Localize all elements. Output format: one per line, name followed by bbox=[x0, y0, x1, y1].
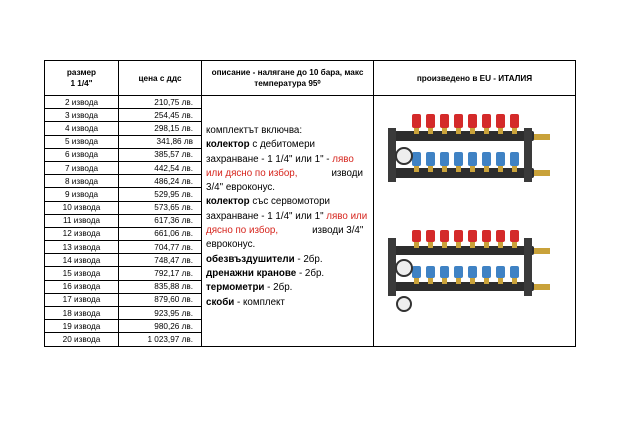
inlet-fitting bbox=[534, 170, 550, 176]
valve-cap bbox=[412, 230, 421, 242]
brass-fitting bbox=[456, 128, 461, 134]
size-cell: 3 извода bbox=[45, 109, 119, 122]
brass-fitting bbox=[484, 128, 489, 134]
valve-cap bbox=[412, 114, 421, 128]
thermometer-icon bbox=[396, 260, 412, 276]
size-cell: 13 извода bbox=[45, 241, 119, 254]
header-description: описание - налягане до 10 бара, макс температура 95⁰ bbox=[202, 61, 374, 96]
brass-fitting bbox=[484, 242, 489, 248]
valve-cap bbox=[426, 266, 435, 278]
brass-fitting bbox=[442, 242, 447, 248]
brass-fitting bbox=[428, 166, 433, 172]
bracket bbox=[524, 128, 532, 182]
brass-fitting bbox=[428, 242, 433, 248]
thermometer-icon bbox=[396, 148, 412, 164]
valve-cap bbox=[482, 230, 491, 242]
header-price: цена с ддс bbox=[119, 61, 202, 96]
valve-cap bbox=[440, 152, 449, 166]
header-row bbox=[45, 61, 576, 96]
manifold-flowmeters-image bbox=[374, 96, 574, 208]
brass-fitting bbox=[414, 242, 419, 248]
valve-cap bbox=[440, 266, 449, 278]
brass-fitting bbox=[414, 278, 419, 284]
valve-cap bbox=[468, 266, 477, 278]
valve-cap bbox=[412, 152, 421, 166]
desc-bold: колектор bbox=[206, 139, 250, 151]
size-cell: 7 извода bbox=[45, 161, 119, 174]
table-body bbox=[45, 96, 576, 347]
description-item-collector-flowmeters bbox=[206, 138, 369, 195]
valve-cap bbox=[496, 266, 505, 278]
price-cell: 980,26 лв. bbox=[119, 320, 202, 333]
brass-fitting bbox=[414, 128, 419, 134]
size-cell: 2 извода bbox=[45, 96, 119, 109]
brass-fitting bbox=[442, 128, 447, 134]
valve-cap bbox=[454, 152, 463, 166]
brass-fitting bbox=[484, 166, 489, 172]
brass-fitting bbox=[470, 278, 475, 284]
size-cell: 6 извода bbox=[45, 148, 119, 161]
size-cell: 20 извода bbox=[45, 333, 119, 346]
valve-cap bbox=[496, 230, 505, 242]
description-cell bbox=[202, 96, 374, 347]
price-cell: 210,75 лв. bbox=[119, 96, 202, 109]
brass-fitting bbox=[512, 128, 517, 134]
price-table bbox=[44, 60, 576, 347]
size-cell: 11 извода bbox=[45, 214, 119, 227]
brass-fitting bbox=[470, 128, 475, 134]
size-cell: 14 извода bbox=[45, 254, 119, 267]
valve-cap bbox=[426, 230, 435, 242]
price-cell: 254,45 лв. bbox=[119, 109, 202, 122]
size-cell: 15 извода bbox=[45, 267, 119, 280]
brass-fitting bbox=[484, 278, 489, 284]
bracket bbox=[388, 238, 396, 296]
desc-red: ляво или дясно по избор, bbox=[206, 153, 354, 179]
valve-cap bbox=[412, 266, 421, 278]
brass-fitting bbox=[512, 242, 517, 248]
header-origin: произведено в EU - ИТАЛИЯ bbox=[374, 61, 576, 96]
valve-cap bbox=[510, 114, 519, 128]
valve-cap bbox=[468, 230, 477, 242]
price-cell: 661,06 лв. bbox=[119, 227, 202, 240]
table-row bbox=[45, 96, 576, 109]
description-item-drain-valves bbox=[206, 267, 369, 281]
price-cell: 298,15 лв. bbox=[119, 122, 202, 135]
brass-fitting bbox=[428, 128, 433, 134]
valve-cap bbox=[454, 230, 463, 242]
valve-cap bbox=[440, 114, 449, 128]
valve-cap bbox=[496, 114, 505, 128]
valve-cap bbox=[510, 152, 519, 166]
price-cell: 529,95 лв. bbox=[119, 188, 202, 201]
price-cell: 792,17 лв. bbox=[119, 267, 202, 280]
size-cell: 17 извода bbox=[45, 293, 119, 306]
price-table-sheet bbox=[44, 60, 575, 343]
brass-fitting bbox=[498, 128, 503, 134]
brass-fitting bbox=[498, 278, 503, 284]
brass-fitting bbox=[414, 166, 419, 172]
product-images-cell bbox=[374, 96, 576, 347]
description-intro: комплектът включва: bbox=[206, 125, 303, 136]
valve-cap bbox=[482, 266, 491, 278]
desc-tail: изводи 3/4" евроконус. bbox=[206, 225, 364, 251]
valve-cap bbox=[454, 114, 463, 128]
brass-fitting bbox=[456, 242, 461, 248]
valve-cap bbox=[482, 114, 491, 128]
price-cell: 879,60 лв. bbox=[119, 293, 202, 306]
price-cell: 486,24 лв. bbox=[119, 175, 202, 188]
price-cell: 835,88 лв. bbox=[119, 280, 202, 293]
price-cell: 748,47 лв. bbox=[119, 254, 202, 267]
thermometer-icon bbox=[397, 297, 411, 311]
valve-cap bbox=[426, 114, 435, 128]
valve-cap bbox=[468, 152, 477, 166]
desc-text: с дебитомери захранване - 1 1/4" или 1" - bbox=[206, 139, 333, 165]
desc-text: - комплект bbox=[234, 296, 285, 308]
brass-fitting bbox=[442, 278, 447, 284]
valve-cap bbox=[454, 266, 463, 278]
size-cell: 5 извода bbox=[45, 135, 119, 148]
desc-text: - 2бр. bbox=[264, 282, 293, 294]
valve-cap bbox=[468, 114, 477, 128]
brass-fitting bbox=[442, 166, 447, 172]
size-cell: 8 извода bbox=[45, 175, 119, 188]
size-cell: 18 извода bbox=[45, 307, 119, 320]
valve-cap bbox=[510, 230, 519, 242]
valve-cap bbox=[482, 152, 491, 166]
desc-bold: скоби bbox=[206, 296, 235, 308]
desc-bold: обезвъздушители bbox=[206, 253, 295, 265]
brass-fitting bbox=[512, 166, 517, 172]
desc-tail: изводи 3/4" евроконус. bbox=[206, 167, 363, 194]
size-cell: 12 извода bbox=[45, 227, 119, 240]
price-cell: 923,95 лв. bbox=[119, 307, 202, 320]
price-cell: 442,54 лв. bbox=[119, 161, 202, 174]
brass-fitting bbox=[456, 278, 461, 284]
price-cell: 573,65 лв. bbox=[119, 201, 202, 214]
brass-fitting bbox=[470, 242, 475, 248]
inlet-fitting bbox=[534, 284, 550, 290]
description-item-brackets bbox=[206, 296, 369, 310]
inlet-fitting bbox=[534, 248, 550, 254]
brass-fitting bbox=[512, 278, 517, 284]
size-cell: 10 извода bbox=[45, 201, 119, 214]
header-size: размер 1 1/4" bbox=[45, 61, 119, 96]
desc-text: със сервомотори захранване - 1 1/4" или 1" bbox=[206, 196, 331, 222]
description-item-collector-servo bbox=[206, 195, 369, 252]
price-cell: 1 023,97 лв. bbox=[119, 333, 202, 346]
valve-cap bbox=[510, 266, 519, 278]
inlet-fitting bbox=[534, 134, 550, 140]
desc-red: ляво или дясно по избор, bbox=[206, 210, 368, 237]
manifold-servomotors-image bbox=[374, 208, 574, 318]
price-cell: 704,77 лв. bbox=[119, 241, 202, 254]
brass-fitting bbox=[428, 278, 433, 284]
brass-fitting bbox=[498, 166, 503, 172]
desc-text: - 2бр. bbox=[294, 253, 323, 265]
size-cell: 9 извода bbox=[45, 188, 119, 201]
desc-text: - 2бр. bbox=[296, 267, 325, 279]
desc-bold: колектор bbox=[206, 196, 250, 208]
price-cell: 341,86 лв bbox=[119, 135, 202, 148]
price-cell: 617,36 лв. bbox=[119, 214, 202, 227]
desc-bold: термометри bbox=[206, 282, 265, 294]
valve-cap bbox=[426, 152, 435, 166]
brass-fitting bbox=[470, 166, 475, 172]
size-cell: 16 извода bbox=[45, 280, 119, 293]
size-cell: 19 извода bbox=[45, 320, 119, 333]
size-cell: 4 извода bbox=[45, 122, 119, 135]
valve-cap bbox=[440, 230, 449, 242]
bracket bbox=[524, 238, 532, 296]
brass-fitting bbox=[498, 242, 503, 248]
bracket bbox=[388, 128, 396, 182]
description-item-air-vents bbox=[206, 253, 369, 267]
description-item-thermometers bbox=[206, 281, 369, 295]
brass-fitting bbox=[456, 166, 461, 172]
desc-bold: дренажни кранове bbox=[206, 267, 297, 279]
price-cell: 385,57 лв. bbox=[119, 148, 202, 161]
valve-cap bbox=[496, 152, 505, 166]
